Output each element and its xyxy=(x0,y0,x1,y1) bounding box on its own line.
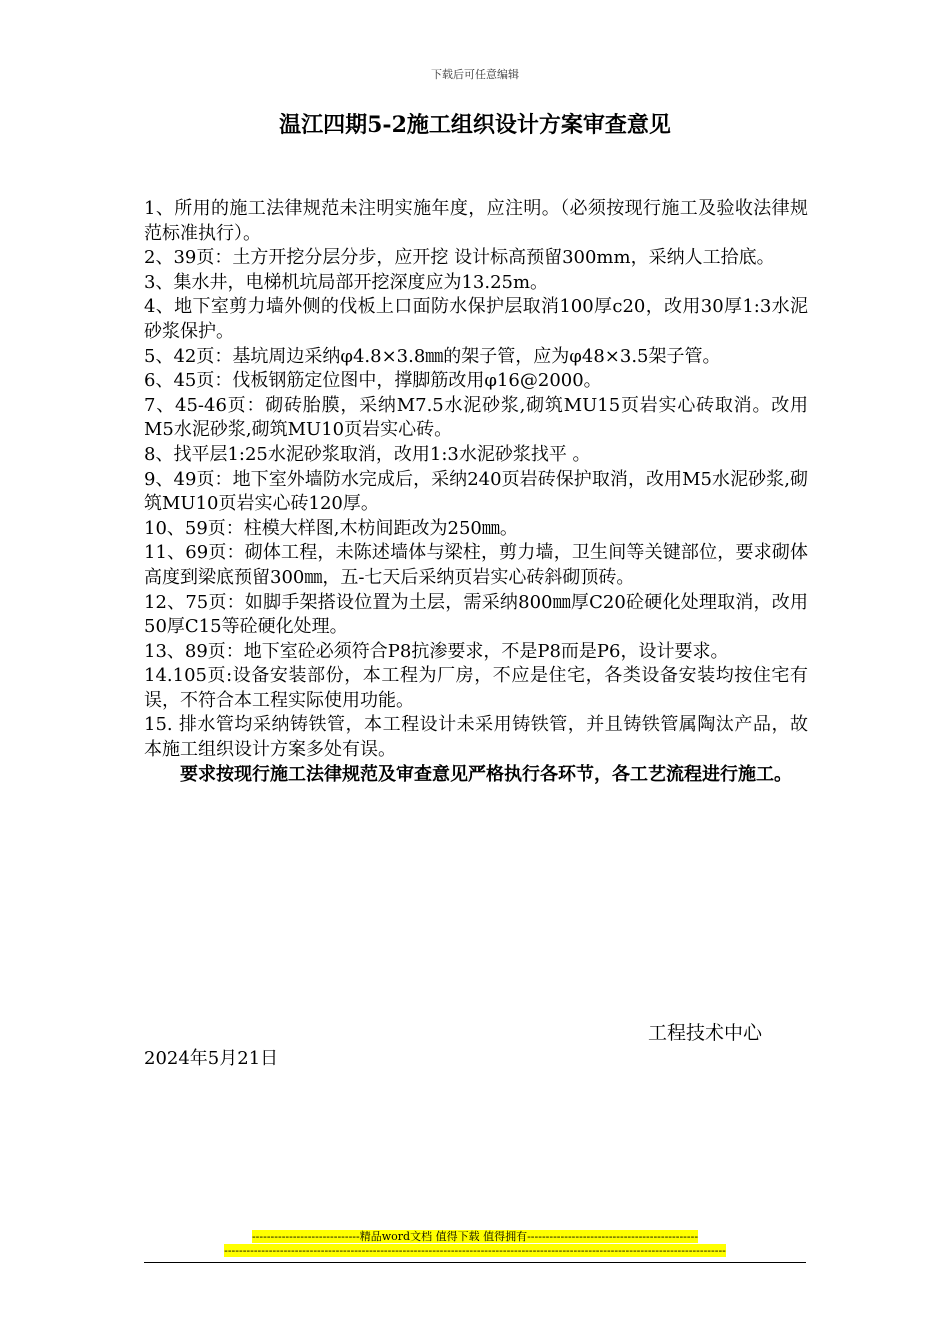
review-item-13: 13、89页：地下室砼必须符合P8抗渗要求，不是P8而是P6，设计要求。 xyxy=(144,640,729,662)
document-title: 温江四期5-2施工组织设计方案审查意见 xyxy=(279,112,671,138)
review-item-4: 4、地下室剪力墙外侧的伐板上口面防水保护层取消100厚c20，改用30厚1:3水泥砂浆保护。 xyxy=(144,296,808,342)
review-item-11: 11、69页：砌体工程，未陈述墙体与梁柱，剪力墙，卫生间等关键部位，要求砌体高度到梁底预留300㎜，五-七天后采纳页岩实心砖斜砌顶砖。 xyxy=(144,542,808,588)
signature: 工程技术中心 xyxy=(648,1022,763,1044)
review-items xyxy=(144,197,808,787)
review-item-5: 5、42页：基坑周边采纳φ4.8×3.8㎜的架子管，应为φ48×3.5架子管。 xyxy=(144,345,721,367)
review-item-3: 3、集水井，电梯机坑局部开挖深度应为13.25m。 xyxy=(144,271,549,293)
footer-dashes-text: --------------------------------------------------------------------------------------------------------------------------------------- xyxy=(224,1244,726,1257)
review-item-1: 1、所用的施工法律规范未注明实施年度，应注明。（必须按现行施工及验收法律规范标准执行）。 xyxy=(144,198,808,244)
review-item-2: 2、39页：土方开挖分层分步，应开挖 设计标高预留300mm，采纳人工拾底。 xyxy=(144,247,775,269)
review-item-7: 7、45-46页：砌砖胎膜，采纳M7.5水泥砂浆,砌筑MU15页岩实心砖取消。改用M5水泥砂浆,砌筑MU10页岩实心砖。 xyxy=(144,394,808,441)
closing-note: 要求按现行施工法律规范及审查意见严格执行各环节，各工艺流程进行施工。 xyxy=(180,763,792,785)
review-item-14: 14.105页:设备安装部份，本工程为厂房，不应是住宅，各类设备安装均按住宅有误，不符合本工程实际使用功能。 xyxy=(144,665,808,711)
footer-dashes xyxy=(0,1244,950,1258)
review-item-12: 12、75页：如脚手架搭设位置为土层，需采纳800㎜厚C20砼硬化处理取消，改用50厚C15等砼硬化处理。 xyxy=(144,591,808,638)
header-note: 下载后可任意编辑 xyxy=(431,68,519,81)
document-date: 2024年5月21日 xyxy=(144,1048,279,1069)
footer-banner xyxy=(0,1230,950,1244)
footer-banner-text: -----------------------------精品word文档 值得下载 值得拥有---------------------------------------------- xyxy=(251,1230,699,1243)
review-item-9: 9、49页：地下室外墙防水完成后，采纳240页岩砖保护取消，改用M5水泥砂浆,砌筑MU10页岩实心砖120厚。 xyxy=(144,468,808,515)
review-item-10: 10、59页：柱模大样图,木枋间距改为250㎜。 xyxy=(144,517,518,539)
review-item-6: 6、45页：伐板钢筋定位图中，撑脚筋改用φ16@2000。 xyxy=(144,370,602,392)
footer-rule xyxy=(144,1262,806,1263)
review-item-8: 8、找平层1:25水泥砂浆取消，改用1:3水泥砂浆找平 。 xyxy=(144,443,591,465)
review-item-15: 15. 排水管均采纳铸铁管，本工程设计未采用铸铁管，并且铸铁管属陶汰产品，故本施工组织设计方案多处有误。 xyxy=(144,714,808,761)
